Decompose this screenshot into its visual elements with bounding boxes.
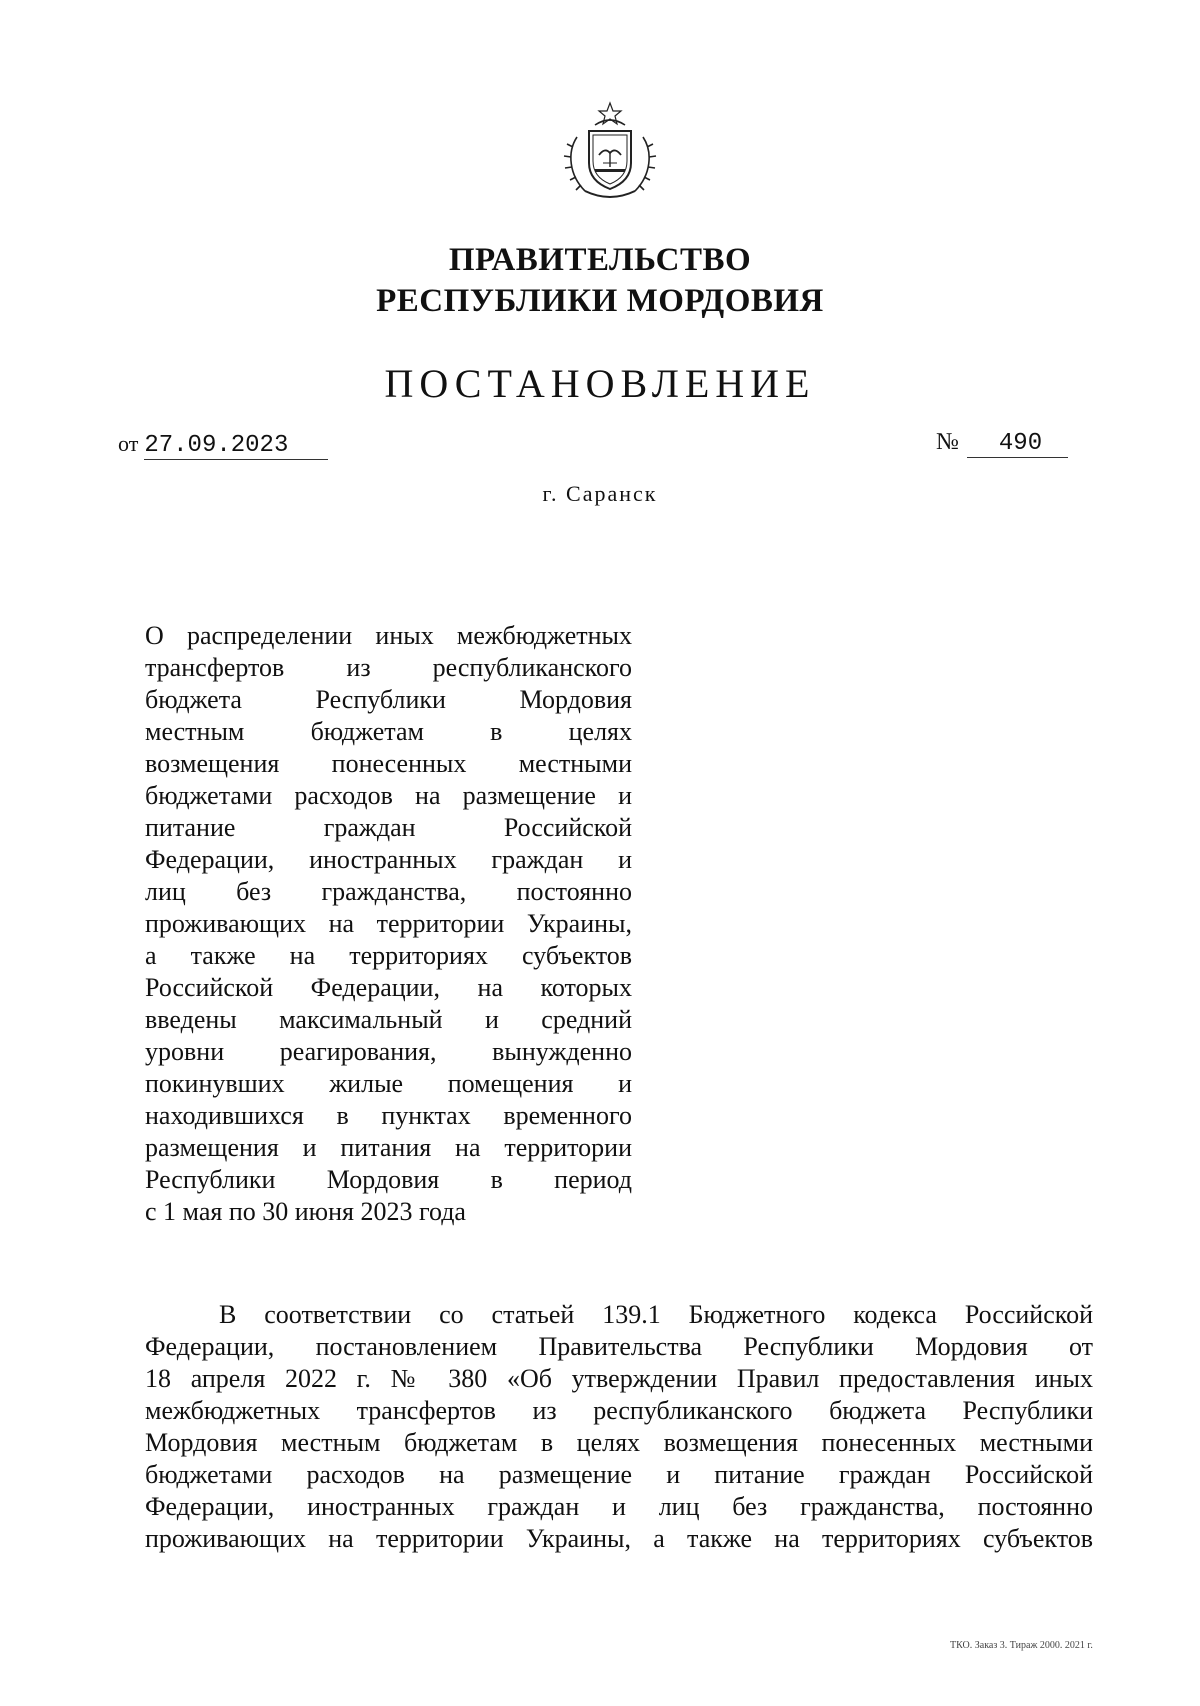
- subject-line: размещения и питания на территории: [145, 1133, 632, 1162]
- subject-line: бюджета Республики Мордовия: [145, 685, 632, 714]
- document-subject: [145, 620, 632, 1228]
- subject-line: Республики Мордовия в период: [145, 1165, 632, 1194]
- date-prefix: от: [118, 431, 139, 456]
- subject-line: введены максимальный и средний: [145, 1005, 632, 1034]
- document-number: [936, 429, 1068, 458]
- body-paragraph: [145, 1299, 1093, 1555]
- subject-line: питание граждан Российской: [145, 813, 632, 842]
- subject-line: О распределении иных межбюджетных: [145, 621, 632, 650]
- body-line: 18 апреля 2022 г. № 380 «Об утверждении Правил предоставления иных: [145, 1364, 1093, 1393]
- subject-line: с 1 мая по 30 июня 2023 года: [145, 1197, 466, 1226]
- body-line: Федерации, постановлением Правительства Республики Мордовия от: [145, 1332, 1093, 1361]
- number-prefix: №: [936, 429, 959, 455]
- document-date: [118, 431, 328, 460]
- subject-line: Российской Федерации, на которых: [145, 973, 632, 1002]
- subject-line: трансфертов из республиканского: [145, 653, 632, 682]
- subject-line: а также на территориях субъектов: [145, 941, 632, 970]
- subject-line: местным бюджетам в целях: [145, 717, 632, 746]
- body-line: проживающих на территории Украины, а также на территориях субъектов: [145, 1524, 1093, 1553]
- document-type-title: ПОСТАНОВЛЕНИЕ: [384, 361, 816, 406]
- body-line: межбюджетных трансфертов из республиканского бюджета Республики: [145, 1396, 1093, 1425]
- print-run-note: ТКО. Заказ 3. Тираж 2000. 2021 г.: [950, 1640, 1093, 1651]
- coat-of-arms-icon: [555, 97, 665, 207]
- subject-line: Федерации, иностранных граждан и: [145, 845, 632, 874]
- subject-line: проживающих на территории Украины,: [145, 909, 632, 938]
- government-name-line2: РЕСПУБЛИКИ МОРДОВИЯ: [376, 283, 824, 319]
- city-name: г. Саранск: [542, 481, 658, 506]
- subject-line: возмещения понесенных местными: [145, 749, 632, 778]
- body-line: В соответствии со статьей 139.1 Бюджетного кодекса Российской: [219, 1300, 1093, 1329]
- body-line: бюджетами расходов на размещение и питание граждан Российской: [145, 1460, 1093, 1489]
- subject-line: бюджетами расходов на размещение и: [145, 781, 632, 810]
- number-value: 490: [967, 430, 1068, 458]
- body-line: Федерации, иностранных граждан и лиц без гражданства, постоянно: [145, 1492, 1093, 1521]
- date-value: 27.09.2023: [144, 432, 328, 460]
- subject-line: уровни реагирования, вынужденно: [145, 1037, 632, 1066]
- subject-line: покинувших жилые помещения и: [145, 1069, 632, 1098]
- subject-line: находившихся в пунктах временного: [145, 1101, 632, 1130]
- government-name-line1: ПРАВИТЕЛЬСТВО: [448, 242, 752, 278]
- body-line: Мордовия местным бюджетам в целях возмещения понесенных местными: [145, 1428, 1093, 1457]
- subject-line: лиц без гражданства, постоянно: [145, 877, 632, 906]
